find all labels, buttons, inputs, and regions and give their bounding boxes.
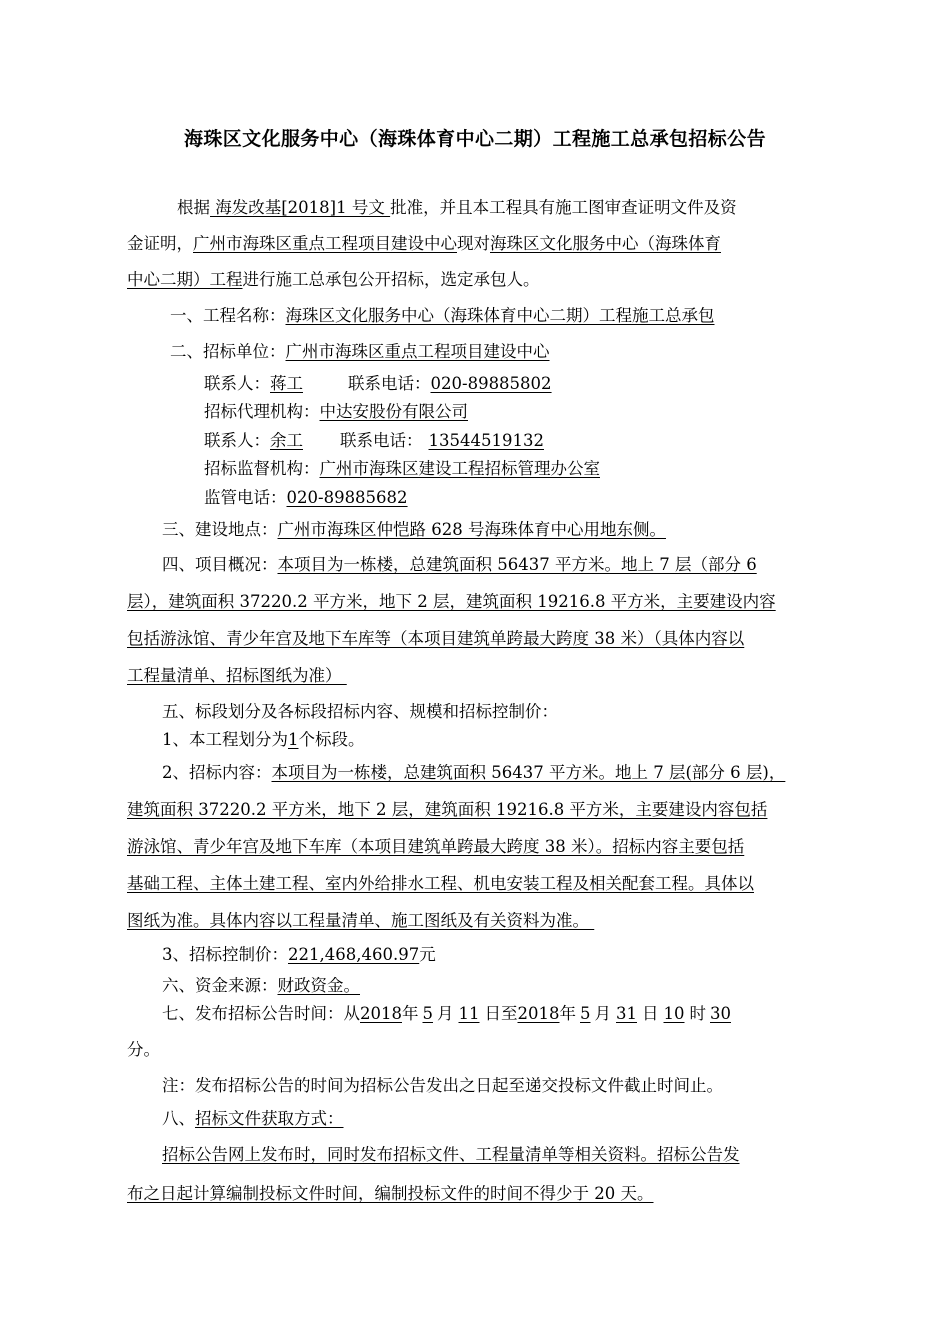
start-day: 11 <box>458 1004 480 1023</box>
contact-value: 蒋工 <box>270 374 303 393</box>
control-price-unit: 元 <box>419 945 436 964</box>
scope-text: 游泳馆、青少年宫及地下车库（本项目建筑单跨最大跨度 38 米）。招标内容主要包括 <box>127 837 745 856</box>
overview-text: 包括游泳馆、青少年宫及地下车库等（本项目建筑单跨最大跨度 38 米）（具体内容以 <box>127 629 745 648</box>
access-text: 招标公告网上发布时，同时发布招标文件、工程量清单等相关资料。招标公告发 <box>162 1145 740 1164</box>
section-7 <box>162 1004 827 1024</box>
agent-row <box>204 402 804 422</box>
scope-text: 建筑面积 37220.2 平方米，地下 2 层，建筑面积 19216.8 平方米，主要建设内容包括 <box>127 800 768 819</box>
overview-text: 工程量清单、招标图纸为准） <box>127 666 342 685</box>
funding-source-value: 财政资金。 <box>277 976 360 995</box>
phone-label: 联系电话： <box>348 374 431 393</box>
section-label: 四、项目概况： <box>162 555 278 574</box>
agent-contact-value: 余工 <box>270 431 303 450</box>
scope-line-3 <box>127 837 827 857</box>
intro-text: 批准，并且本工程具有施工图审查证明文件及资 <box>390 198 737 217</box>
item-label: 2、招标内容： <box>162 763 272 782</box>
date-unit: 日 <box>642 1004 659 1023</box>
intro-text: 进行施工总承包公开招标，选定承包人。 <box>242 270 540 289</box>
intro-text: 根据 <box>177 198 210 217</box>
intro-line-2 <box>127 234 827 254</box>
contact-row <box>204 374 804 394</box>
intro-text: 现对 <box>457 234 490 253</box>
supervisor-value: 广州市海珠区建设工程招标管理办公室 <box>319 459 600 478</box>
tenderer-name: 广州市海珠区重点工程项目建设中心 <box>193 234 457 253</box>
control-price-value: 221,468,460.97 <box>288 945 420 964</box>
section-7-line-2: 分。 <box>127 1040 160 1059</box>
date-unit: 年 <box>402 1004 419 1023</box>
note: 注：发布招标公告的时间为招标公告发出之日起至递交投标文件截止时间止。 <box>162 1076 723 1095</box>
end-hour: 10 <box>663 1004 685 1023</box>
section-label: 六、资金来源： <box>162 976 278 995</box>
intro-text: 金证明， <box>127 234 193 253</box>
phone-label: 联系电话： <box>340 431 423 450</box>
section-5-item-1 <box>162 730 827 750</box>
supervisor-row <box>204 459 804 479</box>
scope-line-5 <box>127 911 827 931</box>
start-year: 2018 <box>360 1004 402 1023</box>
agent-label: 招标代理机构： <box>204 402 320 421</box>
section-5-item-2 <box>162 763 827 783</box>
start-month: 5 <box>422 1004 433 1023</box>
overview-line-4 <box>127 666 827 686</box>
section-label: 八、 <box>162 1109 195 1128</box>
page-title: 海珠区文化服务中心（海珠体育中心二期）工程施工总承包招标公告 <box>183 128 766 150</box>
supervisor-phone-row <box>204 488 804 508</box>
overview-text: 本项目为一栋楼，总建筑面积 56437 平方米。地上 7 层（部分 6 <box>277 555 757 574</box>
contact-label: 联系人： <box>204 374 270 393</box>
scope-text: 图纸为准。具体内容以工程量清单、施工图纸及有关资料为准。 <box>127 911 589 930</box>
access-line-1 <box>162 1145 827 1165</box>
scope-line-2 <box>127 800 827 820</box>
section-6 <box>162 976 827 996</box>
section-1 <box>170 306 830 326</box>
section-label: 三、建设地点： <box>162 520 278 539</box>
document-access-heading: 招标文件获取方式： <box>195 1109 344 1128</box>
section-label: 二、招标单位： <box>170 342 286 361</box>
section-5-heading: 五、标段划分及各标段招标内容、规模和招标控制价： <box>162 702 558 721</box>
lot-count: 1 <box>288 730 299 749</box>
supervisor-label: 招标监督机构： <box>204 459 320 478</box>
approval-document-number: 海发改基[2018]1 号文 <box>210 198 391 217</box>
section-4 <box>162 555 827 575</box>
access-line-2 <box>127 1184 827 1204</box>
project-name: 海珠区文化服务中心（海珠体育 <box>490 234 721 253</box>
agent-contact-row <box>204 431 804 451</box>
phone-value: 020-89885802 <box>430 374 552 393</box>
date-unit: 时 <box>689 1004 706 1023</box>
item-label: 3、招标控制价： <box>162 945 288 964</box>
agent-value: 中达安股份有限公司 <box>319 402 468 421</box>
tendering-unit-value: 广州市海珠区重点工程项目建设中心 <box>285 342 550 361</box>
item-text: 个标段。 <box>298 730 365 749</box>
date-unit: 年 <box>559 1004 576 1023</box>
location-value: 广州市海珠区仲恺路 628 号海珠体育中心用地东侧。 <box>277 520 666 539</box>
date-unit: 日至 <box>484 1004 518 1023</box>
end-minute: 30 <box>710 1004 731 1023</box>
section-3 <box>162 520 827 540</box>
date-unit: 月 <box>594 1004 611 1023</box>
end-day: 31 <box>616 1004 637 1023</box>
overview-line-3 <box>127 629 827 649</box>
date-unit: 月 <box>437 1004 454 1023</box>
overview-text: 层），建筑面积 37220.2 平方米，地下 2 层，建筑面积 19216.8 平方米，主要建设内容 <box>127 592 776 611</box>
supervisor-phone-value: 020-89885682 <box>286 488 408 507</box>
scope-text: 基础工程、主体土建工程、室内外给排水工程、机电安装工程及相关配套工程。具体以 <box>127 874 754 893</box>
section-5-item-3 <box>162 945 827 965</box>
section-label: 一、工程名称： <box>170 306 286 325</box>
end-month: 5 <box>580 1004 591 1023</box>
intro-line-1 <box>177 198 827 218</box>
project-name-cont: 中心二期）工程 <box>127 270 243 289</box>
intro-line-3 <box>127 270 827 290</box>
section-8 <box>162 1109 827 1129</box>
scope-text: 本项目为一栋楼，总建筑面积 56437 平方米。地上 7 层(部分 6 层)， <box>271 763 786 782</box>
contact-label: 联系人： <box>204 431 270 450</box>
section-2 <box>170 342 830 362</box>
agent-phone-value: 13544519132 <box>428 431 544 450</box>
project-title-value: 海珠区文化服务中心（海珠体育中心二期）工程施工总承包 <box>285 306 715 325</box>
overview-line-2 <box>127 592 827 612</box>
item-text: 1、本工程划分为 <box>162 730 288 749</box>
scope-line-4 <box>127 874 827 894</box>
access-text: 布之日起计算编制投标文件时间，编制投标文件的时间不得少于 20 天。 <box>127 1184 654 1203</box>
end-year: 2018 <box>517 1004 560 1023</box>
supervisor-phone-label: 监管电话： <box>204 488 287 507</box>
section-label: 七、发布招标公告时间：从 <box>162 1004 360 1023</box>
